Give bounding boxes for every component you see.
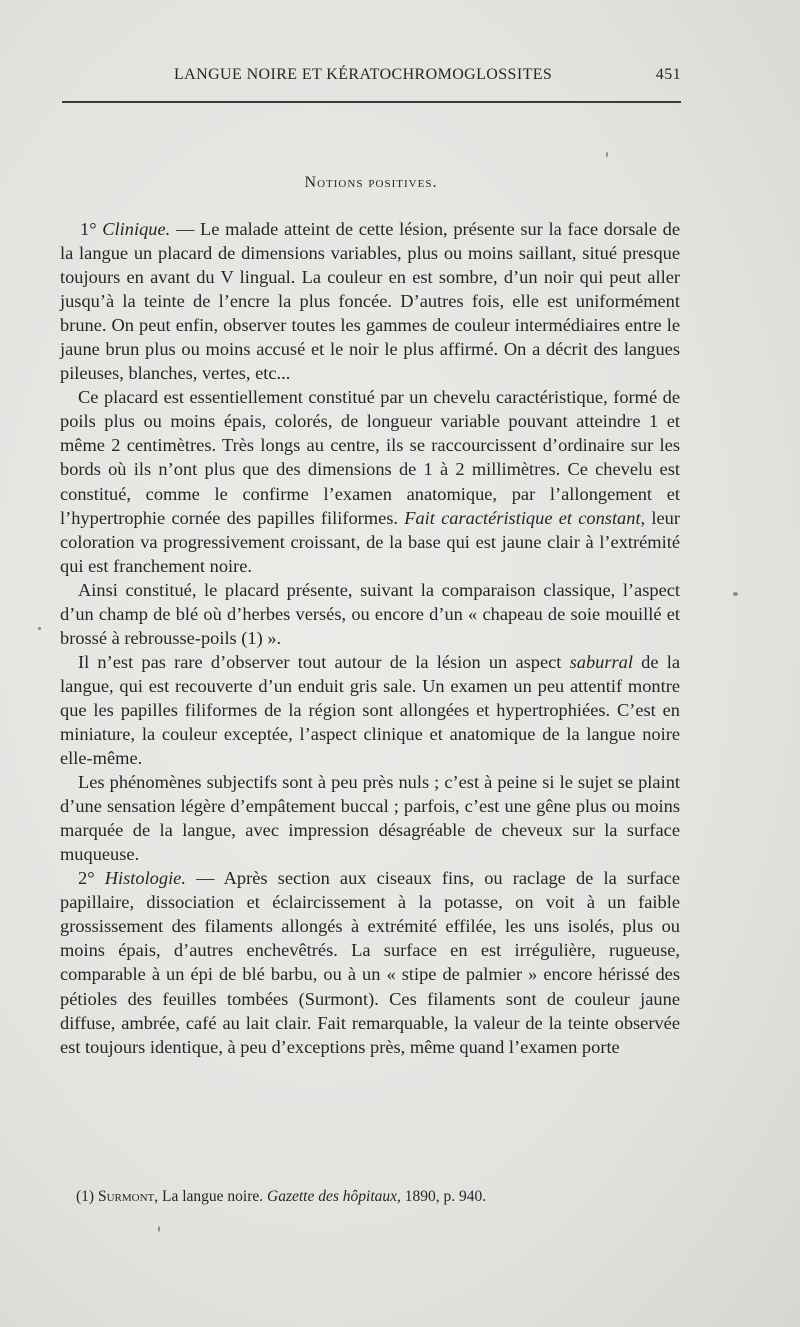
paper-speck — [733, 592, 738, 596]
running-header — [62, 62, 681, 92]
placard-text-b: leur coloration va progressivement croissant, de la base qui est jaune clair à l’extrémité qui est franchement noire. — [60, 507, 680, 576]
histologie-number: 2° — [78, 868, 95, 889]
histologie-heading: Histologie. — [104, 868, 186, 889]
clinique-text: — Le malade atteint de cette lésion, présente sur la face dorsale de la langue un placard de dimensions variables, plus ou moins saillant, situé presque toujours en avant du V lingual. La couleur en est sombre, d’un noir qui peut aller jusqu’à la teinte de l’encre la plus foncée. D’autres fois, elle est uniformément brune. On peut enfin, observer toutes les gammes de couleur intermédiaires entre le jaune brun plus ou moins accusé et le noir le plus affirmé. On a décrit des langues pileuses, blanches, vertes, etc... — [60, 219, 680, 384]
paragraph-saburral — [60, 650, 680, 770]
paper-speck — [606, 152, 608, 157]
saburral-italic: saburral — [569, 651, 633, 672]
section-title — [0, 174, 742, 192]
header-rule — [62, 101, 681, 103]
footnote-author: Surmont — [97, 1188, 155, 1205]
histologie-text: — Après section aux ciseaux fins, ou raclage de la surface papillaire, dissociation et éclaircissement à la potasse, on voit à un faible grossissement des filaments allongés à extrémité effilée, les uns isolés, plus ou moins épais, d’autres enchevêtrés. La surface en est irrégulière, rugueuse, comparable à un épi de blé barbu, ou à un « stipe de palmier » encore hérissé des pétioles des feuilles tombées (Surmont). Ces filaments sont de couleur jaune diffuse, ambrée, café au lait clair. Fait remarquable, la valeur de la teinte observée est toujours identique, à peu d’exceptions près, même quand l’examen porte — [60, 868, 680, 1057]
section-title-text: Notions positives. — [304, 174, 438, 191]
clinique-number: 1° — [80, 219, 97, 239]
paragraph-subjectifs: Les phénomènes subjectifs sont à peu près nuls ; c’est à peine si le sujet se plaint d’une sensation légère d’empâtement buccal ; parfois, c’est une gêne plus ou moins marquée de la langue, avec impression désagréable de cheveux sur la surface muqueuse. — [60, 772, 680, 865]
placard-text-a: Ce placard est essentiellement constitué par un chevelu caractéristique, formé de poils plus ou moins épais, colorés, de longueur variable pouvant atteindre 1 et même 2 centimètres. Très longs au centre, ils se raccourcissent d’ordinaire sur les bords où ils n’ont plus que des dimensions de 1 à 2 millimètres. Ce chevelu est constitué, comme le confirme l’examen anatomique, par l’allongement et l’hypertrophie cornée des papilles filiformes. — [60, 387, 680, 528]
saburral-text-a: Il n’est pas rare d’observer tout autour de la lésion un aspect — [78, 651, 570, 672]
page-number: 451 — [655, 66, 681, 83]
paragraph-placard — [60, 385, 680, 577]
paragraph-histologie — [60, 866, 680, 1058]
footnote-marker: (1) — [76, 1188, 95, 1205]
saburral-text-b: de la langue, qui est recouverte d’un enduit gris sale. Un examen un peu attentif montre que les papilles filiformes de la région sont allongées et hypertrophiées. C’est en miniature, la couleur exceptée, l’aspect clinique et anatomique de la langue noire elle-même. — [60, 651, 680, 769]
paper-speck — [158, 1226, 160, 1232]
footnote-journal: Gazette des hôpitaux, — [267, 1188, 401, 1205]
body-text — [60, 217, 680, 1059]
footnote — [76, 1188, 696, 1206]
paragraph-clinique — [60, 217, 680, 385]
running-title: LANGUE NOIRE ET KÉRATOCHROMOGLOSSITES — [174, 66, 553, 83]
paper-speck — [38, 627, 41, 630]
placard-italic: Fait caractéristique et constant, — [404, 507, 646, 528]
paragraph-aspect: Ainsi constitué, le placard présente, suivant la comparaison classique, l’aspect d’un champ de blé où d’herbes versés, ou encore d’un « chapeau de soie mouillé et brossé à rebrousse-poils (1) ». — [60, 579, 680, 648]
footnote-text-b: 1890, p. 940. — [400, 1188, 487, 1205]
footnote-text-a: , La langue noire. — [154, 1188, 268, 1205]
clinique-heading: Clinique. — [102, 219, 171, 239]
